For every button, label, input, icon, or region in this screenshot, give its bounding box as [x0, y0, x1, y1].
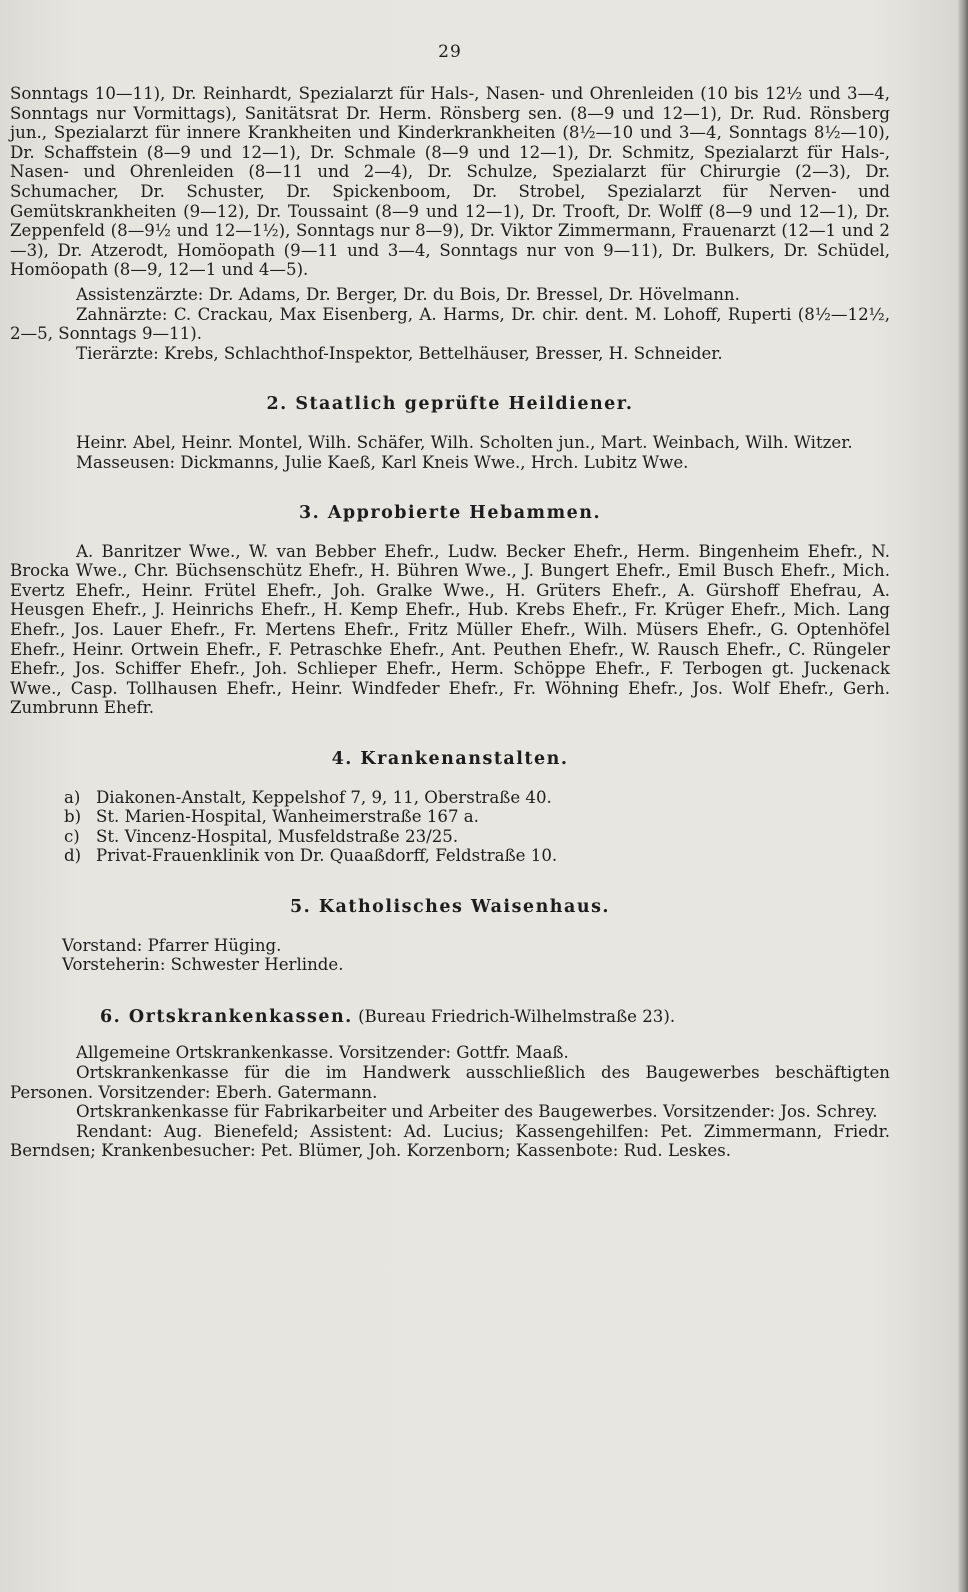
- veterinarians-paragraph: Tierärzte: Krebs, Schlachthof-Inspektor, Bettelhäuser, Bresser, H. Schneider.: [76, 343, 723, 363]
- handwerk-kasse-paragraph: Ortskrankenkasse für die im Handwerk ausschließlich des Baugewerbes beschäftigten Personen. Vorsitzender: Eberh. Gatermann.: [10, 1062, 890, 1102]
- list-item-label: d): [64, 846, 82, 866]
- hebammen-paragraph: A. Banritzer Wwe., W. van Bebber Ehefr., Ludw. Becker Ehefr., Herm. Bingenheim Ehefr., N. Brocka Wwe., Chr. Büchsenschütz Ehefr., H. Bühren Wwe., J. Bungert Ehefr., Emil Busch Ehefr., Mich. Evertz Ehefr., Heinr. Frütel Ehefr., Joh. Gralke Wwe., H. Grüters Ehefr., A. Gürshoff Ehefrau, A. Heusgen Ehefr., J. Heinrichs Ehefr., H. Kemp Ehefr., Hub. Krebs Ehefr., Fr. Krüger Ehefr., Mich. Lang Ehefr., Jos. Lauer Ehefr., Fr. Mertens Ehefr., Fritz Müller Ehefr., Wilh. Müsers Ehefr., G. Optenhöfel Ehefr., Heinr. Ortwein Ehefr., F. Petraschke Ehefr., Ant. Peuthen Ehefr., W. Rausch Ehefr., C. Rüngeler Ehefr., Jos. Schiffer Ehefr., Joh. Schlieper Ehefr., Herm. Schöppe Ehefr., F. Terbogen gt. Juckenack Wwe., Casp. Tollhausen Ehefr., Heinr. Windfeder Ehefr., Fr. Wöhning Ehefr., Jos. Wolf Ehefr., Gerh. Zumbrunn Ehefr.: [10, 541, 890, 718]
- heildiener-paragraph: Heinr. Abel, Heinr. Montel, Wilh. Schäfer, Wilh. Scholten jun., Mart. Weinbach, Wilh. Witzer.: [76, 432, 853, 452]
- section-subtitle: (Bureau Friedrich-Wilhelmstraße 23).: [358, 1006, 676, 1026]
- list-item: [64, 788, 890, 808]
- section-heading-hebammen: 3. Approbierte Hebammen.: [298, 503, 602, 524]
- list-item-label: c): [64, 826, 80, 846]
- masseusen-paragraph: Masseusen: Dickmanns, Julie Kaeß, Karl Kneis Wwe., Hrch. Lubitz Wwe.: [76, 452, 689, 472]
- list-item-label: a): [64, 787, 81, 807]
- section-heading-heildiener: 2. Staatlich geprüfte Heildiener.: [266, 394, 634, 415]
- section-title: 6. Ortskrankenkassen.: [100, 1006, 353, 1027]
- assistant-doctors-paragraph: Assistenzärzte: Dr. Adams, Dr. Berger, Dr. du Bois, Dr. Bressel, Dr. Hövelmann.: [76, 284, 740, 304]
- allgemeine-kasse-paragraph: Allgemeine Ortskrankenkasse. Vorsitzender: Gottfr. Maaß.: [76, 1043, 569, 1063]
- list-item-text: Diakonen-Anstalt, Keppelshof 7, 9, 11, Oberstraße 40.: [96, 787, 552, 807]
- section-heading-krankenanstalten: 4. Krankenanstalten.: [331, 749, 569, 770]
- page-number: 29: [438, 42, 462, 62]
- list-item-text: Privat-Frauenklinik von Dr. Quaaßdorff, Feldstraße 10.: [96, 846, 558, 866]
- hospital-list: [64, 788, 890, 866]
- vorsteherin-line: Vorsteherin: Schwester Herlinde.: [62, 955, 344, 975]
- list-item: [64, 827, 890, 847]
- physicians-list-paragraph: Sonntags 10—11), Dr. Reinhardt, Spezialarzt für Hals-, Nasen- und Ohrenleiden (10 bis 12½ und 3—4, Sonntags nur Vormittags), Sanitätsrat Dr. Herm. Rönsberg sen. (8—9 und 12—1), Dr. Rud. Rönsberg jun., Spezialarzt für innere Krankheiten und Kinderkrankheiten (8½—10 und 3—4, Sonntags 8½—10), Dr. Schaffstein (8—9 und 12—1), Dr. Schmale (8—9 und 12—1), Dr. Schmitz, Spezialarzt für Hals-, Nasen- und Ohrenleiden (8—11 und 2—4), Dr. Schulze, Spezialarzt für Chirurgie (2—3), Dr. Schumacher, Dr. Schuster, Dr. Spickenboom, Dr. Strobel, Spezialarzt für Nerven- und Gemütskrankheiten (9—12), Dr. Toussaint (8—9 und 12—1), Dr. Trooft, Dr. Wolff (8—9 und 12—1), Dr. Zeppenfeld (8—9½ und 12—1½), Sonntags nur 8—9), Dr. Viktor Zimmermann, Frauenarzt (12—1 und 2—3), Dr. Atzerodt, Homöopath (9—11 und 3—4, Sonntags nur von 9—11), Dr. Bulkers, Dr. Schüdel, Homöopath (8—9, 12—1 und 4—5).: [10, 84, 890, 280]
- list-item-text: St. Vincenz-Hospital, Musfeldstraße 23/25.: [96, 826, 459, 846]
- dentists-paragraph: Zahnärzte: C. Crackau, Max Eisenberg, A. Harms, Dr. chir. dent. M. Lohoff, Ruperti (8½—12½, 2—5, Sonntags 9—11).: [10, 304, 890, 344]
- fabrikarbeiter-kasse-paragraph: Ortskrankenkasse für Fabrikarbeiter und Arbeiter des Baugewerbes. Vorsitzender: Jos. Schrey.: [76, 1102, 878, 1122]
- page-content: [10, 84, 890, 1161]
- list-item: [64, 807, 890, 827]
- list-item: [64, 846, 890, 866]
- vorstand-line: Vorstand: Pfarrer Hüging.: [62, 935, 282, 955]
- list-item-label: b): [64, 807, 82, 827]
- staff-paragraph: Rendant: Aug. Bienefeld; Assistent: Ad. Lucius; Kassengehilfen: Pet. Zimmermann, Friedr. Berndsen; Krankenbesucher: Pet. Blümer, Joh. Korzenborn; Kassenbote: Rud. Leskes.: [10, 1121, 890, 1161]
- section-heading-waisenhaus: 5. Katholisches Waisenhaus.: [289, 897, 611, 917]
- book-gutter-shadow: [958, 0, 968, 1592]
- section-heading-ortskrankenkassen: [100, 1007, 890, 1028]
- list-item-text: St. Marien-Hospital, Wanheimerstraße 167 a.: [96, 807, 479, 827]
